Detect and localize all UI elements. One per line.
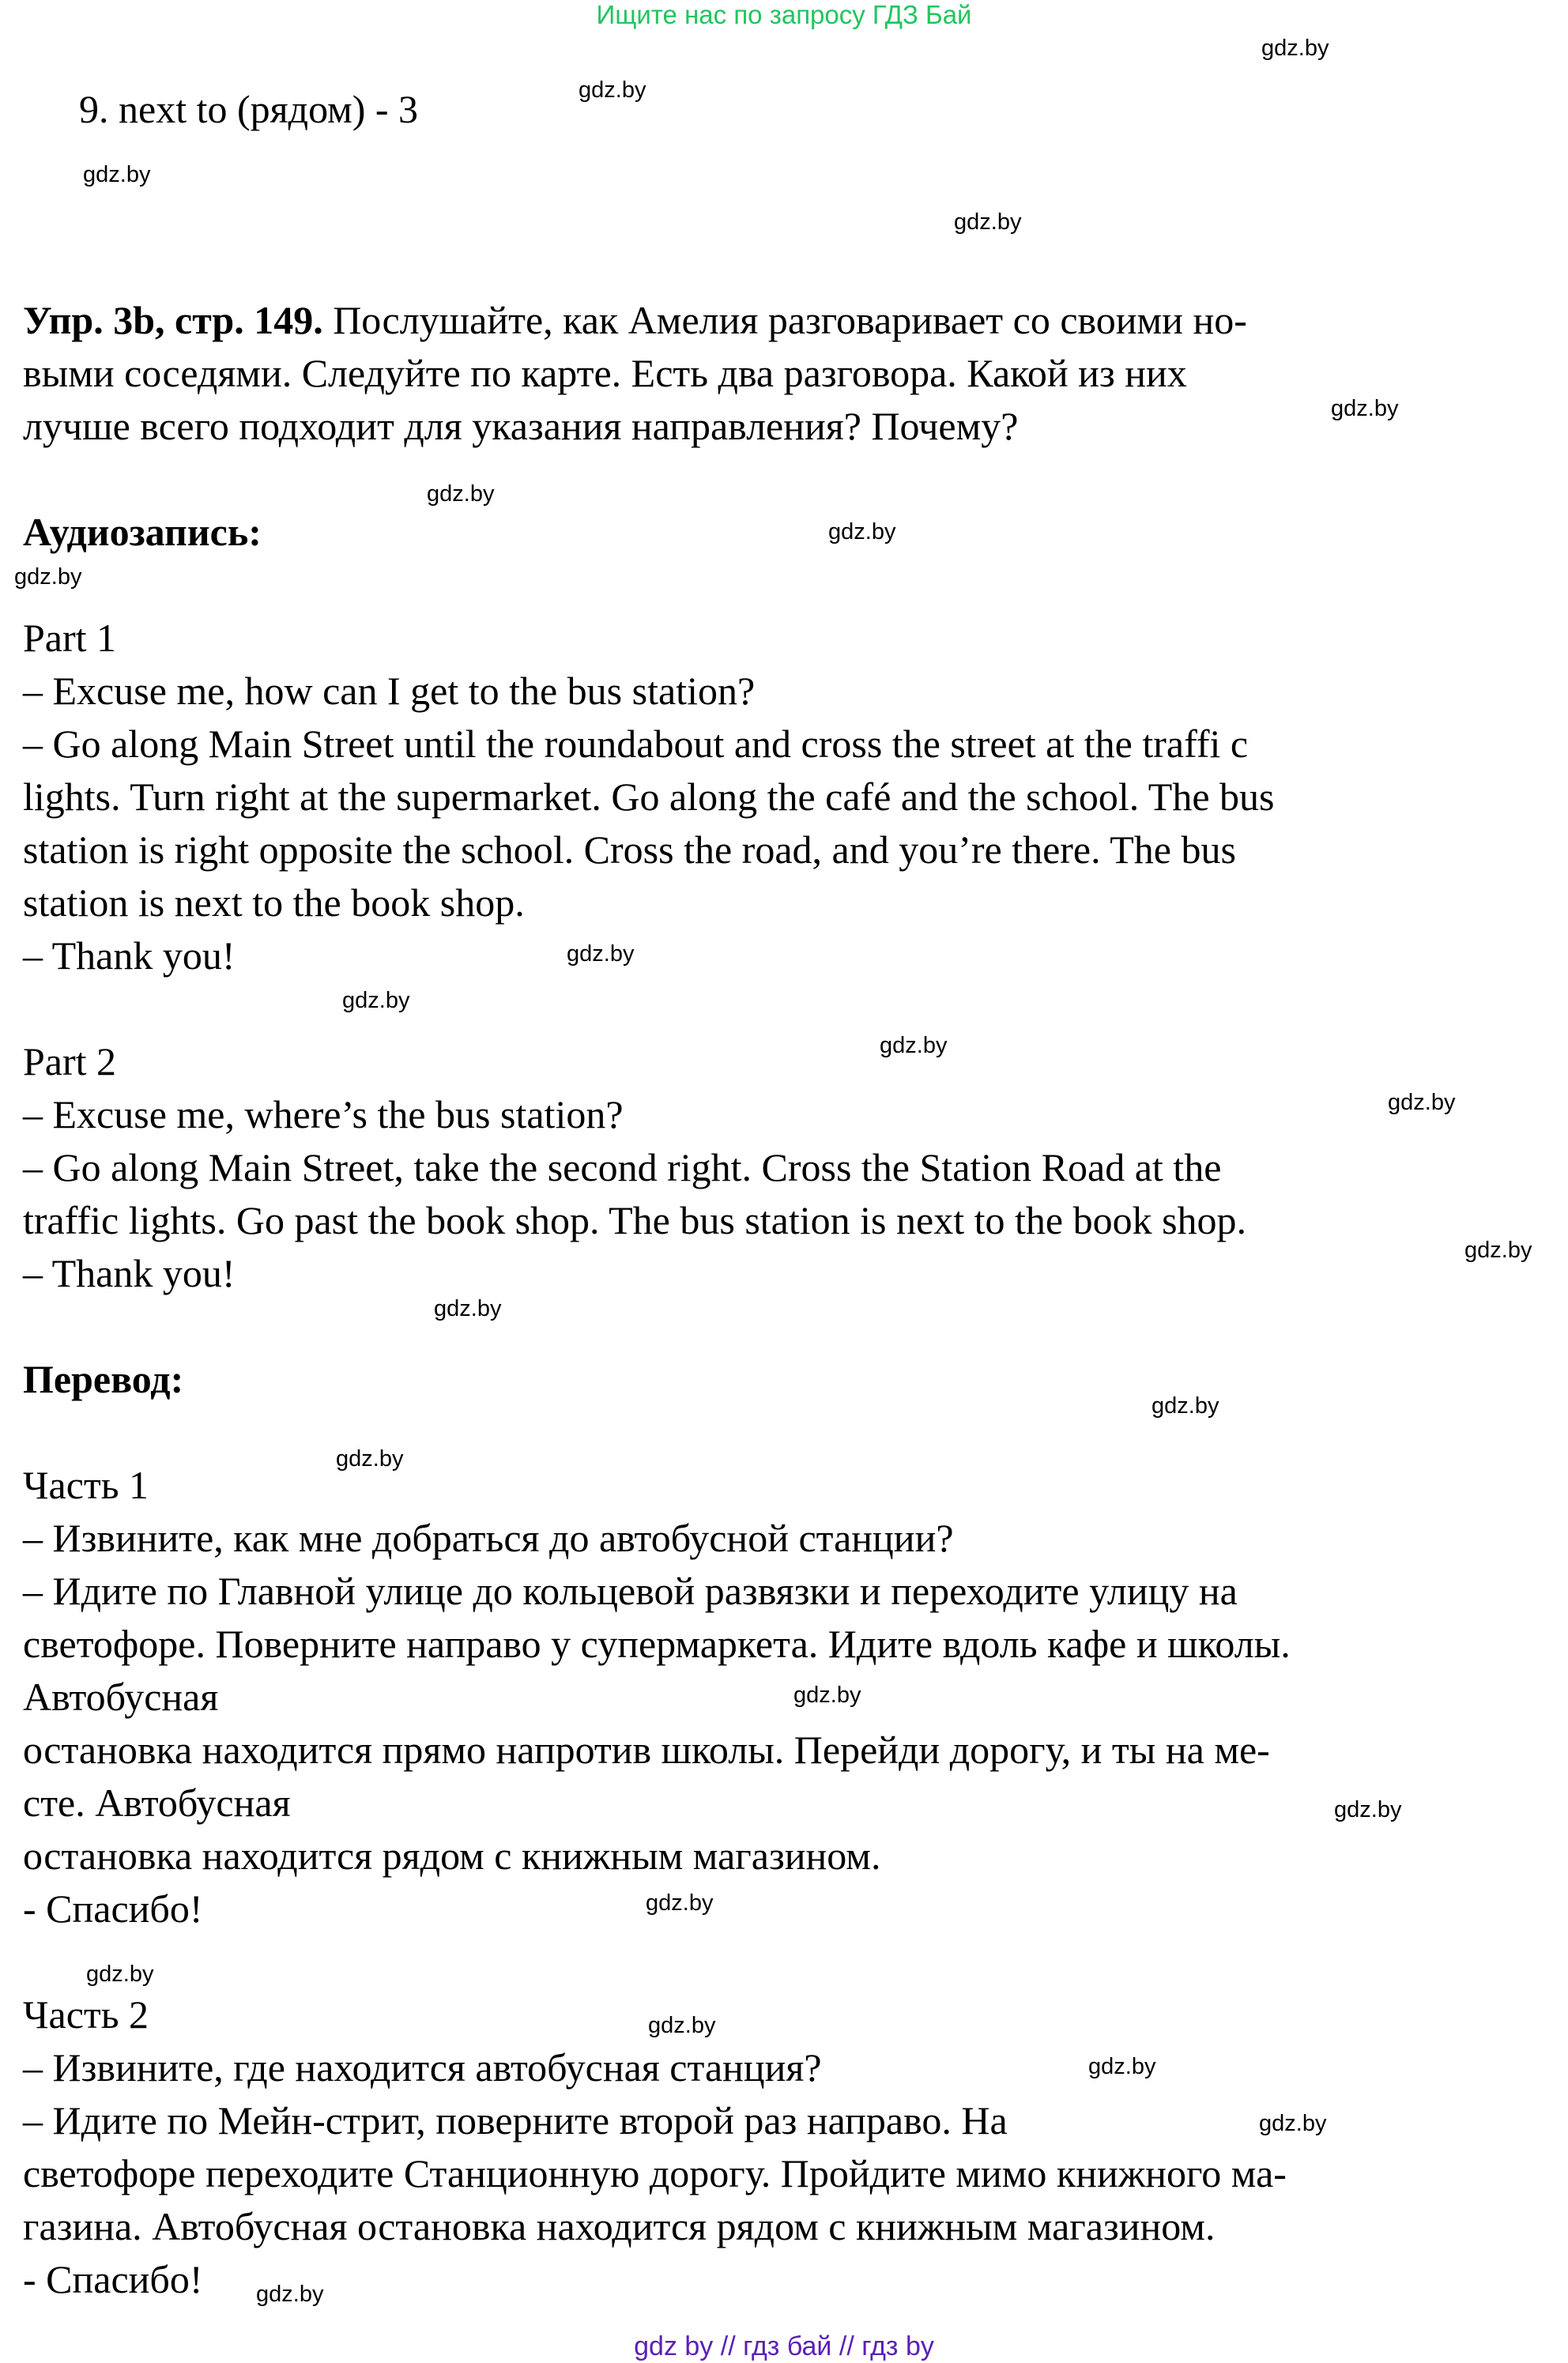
ru-part1-line: сте. Автобусная	[23, 1781, 291, 1825]
watermark: gdz.by	[86, 1962, 154, 1987]
watermark: gdz.by	[434, 1296, 502, 1321]
watermark: gdz.by	[1259, 2111, 1327, 2136]
ru-part2-line: светофоре переходите Станционную дорогу. Пройдите мимо книжного ма-	[23, 2151, 1287, 2195]
ru-part2-line: – Извините, где находится автобусная станция?	[23, 2045, 822, 2090]
ru-part2-title: Часть 2	[23, 1992, 149, 2037]
watermark: gdz.by	[83, 162, 151, 187]
watermark: gdz.by	[880, 1033, 948, 1058]
ru-part2-line: – Идите по Мейн-стрит, поверните второй раз направо. На	[23, 2098, 1008, 2143]
ru-part1-line: остановка находится рядом с книжным магазином.	[23, 1833, 881, 1878]
ru-part1-line: Автобусная	[23, 1675, 219, 1719]
watermark: gdz.by	[828, 519, 896, 545]
watermark: gdz.by	[567, 941, 635, 967]
exercise-ref: Упр. 3b, стр. 149.	[23, 298, 323, 342]
watermark: gdz.by	[954, 209, 1022, 235]
watermark: gdz.by	[427, 481, 495, 507]
ru-part1-line: – Извините, как мне добраться до автобусной станции?	[23, 1516, 954, 1560]
ru-part1-line: – Идите по Главной улице до кольцевой развязки и переходите улицу на	[23, 1569, 1238, 1613]
watermark: gdz.by	[1331, 396, 1399, 421]
ru-part1-line: остановка находится прямо напротив школы. Перейди дорогу, и ты на ме-	[23, 1728, 1270, 1772]
exercise-line-2: выми соседями. Следуйте по карте. Есть два разговора. Какой из них	[23, 351, 1187, 395]
watermark: gdz.by	[646, 1890, 714, 1916]
part1-line: – Excuse me, how can I get to the bus station?	[23, 669, 756, 713]
exercise-line-1	[23, 294, 1247, 346]
part1-line: station is right opposite the school. Cross the road, and you’re there. The bus	[23, 827, 1236, 872]
audio-heading: Аудиозапись:	[23, 510, 262, 554]
item-9: 9. next to (рядом) - 3	[79, 87, 419, 131]
watermark: gdz.by	[579, 77, 646, 103]
watermark: gdz.by	[14, 564, 82, 590]
part2-line: – Thank you!	[23, 1251, 236, 1295]
part1-line: lights. Turn right at the supermarket. Go along the café and the school. The bus	[23, 774, 1275, 819]
ru-part2-line: - Спасибо!	[23, 2257, 203, 2301]
part1-title: Part 1	[23, 616, 117, 660]
watermark: gdz.by	[1088, 2054, 1156, 2079]
watermark: gdz.by	[1334, 1797, 1402, 1822]
watermark: gdz.by	[256, 2282, 324, 2307]
watermark: gdz.by	[648, 2013, 716, 2038]
watermark: gdz.by	[793, 1683, 861, 1708]
part1-line: – Go along Main Street until the roundabout and cross the street at the traffi c	[23, 722, 1249, 766]
part2-line: traffic lights. Go past the book shop. The bus station is next to the book shop.	[23, 1198, 1247, 1242]
part2-line: – Excuse me, where’s the bus station?	[23, 1092, 624, 1136]
translation-heading: Перевод:	[23, 1357, 184, 1401]
ru-part2-line: газина. Автобусная остановка находится рядом с книжным магазином.	[23, 2204, 1216, 2248]
watermark: gdz.by	[1464, 1238, 1532, 1263]
exercise-text-1: Послушайте, как Амелия разговаривает со своими но-	[322, 298, 1247, 342]
ru-part1-title: Часть 1	[23, 1463, 149, 1507]
watermark: gdz.by	[336, 1446, 404, 1472]
footer: gdz by // гдз бай // гдз by	[634, 2331, 934, 2361]
watermark: gdz.by	[1388, 1090, 1456, 1115]
watermark: gdz.by	[1152, 1393, 1219, 1419]
watermark: gdz.by	[1261, 36, 1329, 61]
part2-line: – Go along Main Street, take the second right. Cross the Station Road at the	[23, 1145, 1222, 1189]
part2-title: Part 2	[23, 1039, 117, 1084]
part1-line: station is next to the book shop.	[23, 880, 525, 925]
part1-line: – Thank you!	[23, 933, 236, 978]
ru-part1-line: светофоре. Поверните направо у супермаркета. Идите вдоль кафе и школы.	[23, 1622, 1291, 1666]
watermark: gdz.by	[342, 988, 410, 1013]
ru-part1-line: - Спасибо!	[23, 1886, 203, 1931]
exercise-line-3: лучше всего подходит для указания направления? Почему?	[23, 404, 1019, 448]
top-banner: Ищите нас по запросу ГДЗ Бай	[596, 0, 972, 29]
